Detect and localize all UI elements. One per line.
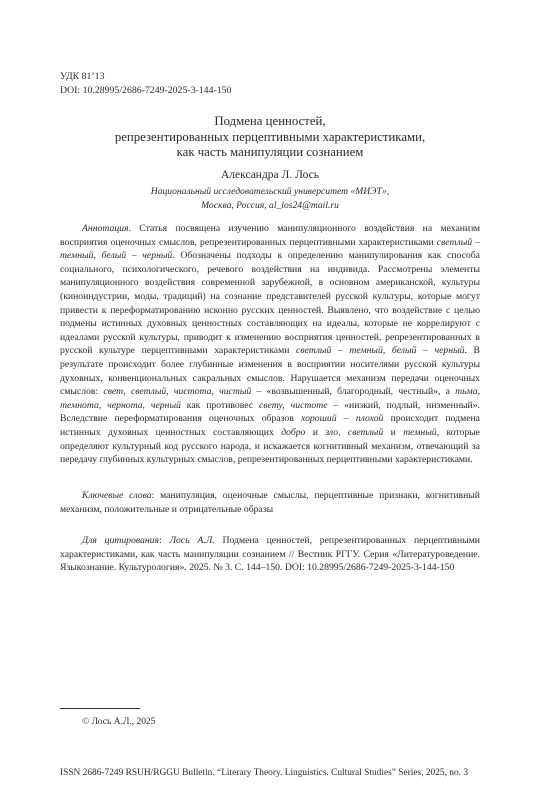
page-footer: ISSN 2686-7249 RSUH/RGGU Bulletin. “Literary Theory. Linguistics. Cultural Studies” Series, 2025, no. 3 <box>60 768 469 778</box>
author-name: Александра Л. Лось <box>221 169 319 181</box>
abstract-text: , <box>338 426 348 438</box>
citation <box>60 534 480 575</box>
abstract-emphasis: зло <box>325 426 339 438</box>
abstract-emphasis: хороший – плохой <box>301 413 384 425</box>
doi: DOI: 10.28995/2686-7249-2025-3-144-150 <box>60 85 232 96</box>
citation-label: Для цитирования <box>82 535 160 546</box>
keywords <box>60 489 480 516</box>
author-affiliation-block <box>60 185 480 213</box>
copyright: © Лось А.Л., 2025 <box>82 717 156 727</box>
abstract-text: – «возвышенный, благородный, честный», а <box>251 386 456 398</box>
abstract-text: . В результате происходит более глубинные изменения в восприятии носителями русской культуры духовных, конвенциональных сакральных смыслов. Нарушается механизм передачи оценочных смыслов: <box>60 345 480 398</box>
abstract <box>60 222 480 467</box>
title-line-1: Подмена ценностей, <box>214 114 326 128</box>
abstract-text: – «низкий, подлый, низменный». Вследствие переформатирования оценочных образов <box>60 399 480 425</box>
title-line-2: репрезентированных перцептивными характеристиками, <box>114 129 426 144</box>
article-title <box>60 114 480 161</box>
keywords-label: Ключевые слова <box>82 490 152 501</box>
abstract-text: . Статья посвящена изучению манипуляционного воздействия на механизм восприятия оценочных смыслов, репрезентированных перцептивными характеристиками <box>60 223 480 248</box>
abstract-label: Аннотация <box>82 223 129 234</box>
abstract-emphasis: свет, светлый, чистота, чистый <box>103 386 252 398</box>
abstract-emphasis: тьма, темнота, чернота, черный <box>60 386 480 411</box>
abstract-text: , которые определяют культурный код русского народа, и искажается когнитивный механизм, отвечающий за передачу глубинных культурных смыслов, репрезентированных перцептивными характеристиками. <box>60 426 480 466</box>
footnote-divider <box>60 708 140 709</box>
abstract-text: . Обозначены подходы к определению манипулирования как способа социального, психологического, речевого воздействия на индивида. Рассмотрены элементы манипуляционного воздействия современной зарубежной, в основном американской, культуры (киноиндустрии, моды, традиций) на сознание представителей русской культуры, которые могут привести к переформатированию исконно русских ценностей. Выявлено, что воздействие с целью подмены истинных духовных ценностных составляющих на идеалы, которые не коррелируют с идеалами русской культуры, приводит к изменению восприятия ценностей, репрезентированных в русской культуре перцептивными характеристиками <box>60 250 480 357</box>
author-affiliation: Национальный исследовательский университет «МИЭТ», <box>150 186 390 197</box>
author-location-email: Москва, Россия, al_los24@mail.ru <box>201 200 339 211</box>
abstract-text: происходит подмена истинных духовных ценностных составляющих <box>60 413 480 438</box>
citation-author: Лось А.Л. <box>169 535 215 546</box>
udc-code: УДК 81’13 <box>60 71 105 82</box>
abstract-emphasis: светлый <box>347 426 384 438</box>
citation-text: Подмена ценностей, репрезентированных перцептивными характеристиками, как часть манипуляции сознанием // Вестник РГГУ. Серия «Литературоведение. Языкознание. Культурология». 2025. № 3. С. 144–150. DOI: 10.28995/2686-7249-2025-3-144-150 <box>60 535 480 574</box>
abstract-text: и <box>383 426 404 438</box>
keywords-text: : манипуляция, оценочные смыслы, перцептивные признаки, когнитивный механизм, положительные и отрицательные образы <box>60 490 480 515</box>
abstract-emphasis: добро <box>281 426 306 438</box>
udc-block <box>60 70 231 98</box>
title-line-3: как часть манипуляции сознанием <box>176 145 364 159</box>
abstract-emphasis: светлый – темный, белый – черный <box>296 345 465 357</box>
abstract-text: и <box>305 426 326 438</box>
citation-separator: : <box>159 535 170 546</box>
abstract-paragraph <box>60 222 480 467</box>
abstract-emphasis: темный <box>403 426 437 438</box>
abstract-text: как противовес <box>180 399 260 411</box>
abstract-emphasis: свету, чистоте <box>259 399 328 411</box>
abstract-emphasis: светлый – темный, белый – черный <box>60 236 480 262</box>
